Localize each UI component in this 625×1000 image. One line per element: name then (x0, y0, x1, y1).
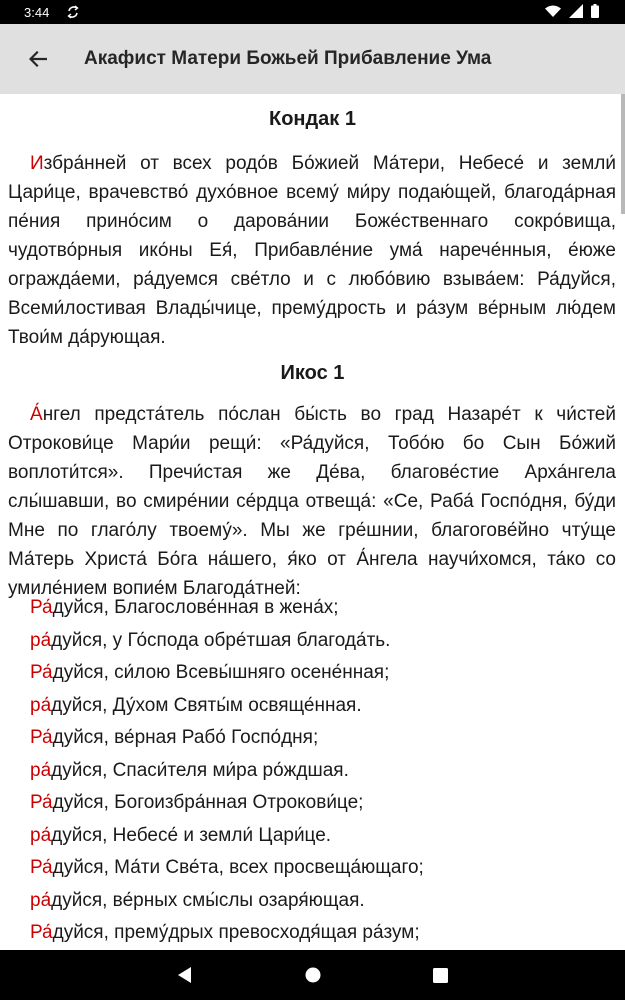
rejoice-line (30, 885, 620, 918)
rejoice-line (30, 592, 620, 625)
app-bar (0, 24, 625, 94)
rejoice-line-text: дуйся, прему́дрых превосходя́щая ра́зум; (52, 922, 420, 943)
kondak-paragraph (8, 149, 616, 352)
rejoice-line-text: дуйся, Спаси́теля ми́ра ро́ждшая. (51, 759, 349, 781)
wifi-icon (545, 5, 561, 20)
rejoice-line (30, 852, 620, 885)
kondak-first-letter: И (30, 153, 44, 174)
rejoice-line-initial: ра́ (30, 694, 52, 716)
rejoice-line-text: дуйся, Ма́ти Све́та, всех просвеща́ющаго; (52, 857, 424, 878)
rejoice-line-text: дуйся, ве́рная Рабо́ Госпо́дня; (52, 727, 319, 748)
rejoice-line-initial: Ра́ (30, 792, 53, 813)
rejoice-line-text: дуйся, у Го́спода обре́тшая благода́ть. (51, 629, 391, 651)
rejoice-line-initial: Ра́ (30, 597, 53, 618)
rejoice-line-initial: Ра́ (30, 857, 53, 878)
rejoice-line-text: дуйся, Небесе́ и земли́ Цари́це. (51, 824, 332, 846)
sync-icon (67, 5, 81, 19)
status-bar (0, 0, 625, 24)
rejoice-line (30, 755, 620, 788)
rejoice-line-initial: Ра́ (30, 727, 53, 748)
rejoice-line-initial: ра́ (30, 629, 52, 651)
nav-back-icon[interactable] (176, 966, 194, 984)
nav-home-icon[interactable] (304, 966, 322, 984)
rejoice-line (30, 917, 620, 950)
rejoice-line-initial: ра́ (30, 759, 52, 781)
rejoice-line-text: дуйся, Благослове́нная в жена́х; (52, 597, 339, 618)
rejoice-line (30, 690, 620, 723)
rejoice-line-text: дуйся, си́лою Всевы́шняго осене́нная; (52, 662, 390, 683)
kondak-text: збра́нней от всех родо́в Бо́жией Ма́тери, Небесе́ и земли́ Цари́це, врачевство́ духо́вное всему́ ми́ру подаю́щей, благода́рная пе́ния прино́сим о дарова́нии Боже́ственнаго сокро́вища, чудотво́рныя ико́ны Ея́, Прибавле́ние ума́ нарече́нныя, е́юже огражда́еми, ра́дуемся све́тло и с любо́вию взыва́ем: Ра́дуйся, Всеми́лостивая Влады́чице, прему́дрость и ра́зум ве́рным лю́дем Твои́м да́рующая. (8, 153, 616, 348)
status-time: 3:44 (24, 4, 50, 20)
nav-recents-icon[interactable] (432, 966, 450, 984)
ikos-text: нгел предста́тель по́слан бы́сть во град Назаре́т к чи́стей Отрокови́це Мари́и рещи́: «Ра́дуйся, Тобо́ю бо Сын Бо́жий воплоти́тся». Пречи́стая же Де́ва, благове́стие Арха́нгела слы́шавши, во смире́нии се́рдца отвеща́: «Се, Раба́ Госпо́дня, бу́ди Мне по глаго́лу твоему́». Мы же гре́шнии, благогове́йно чту́ще Ма́терь Христа́ Бо́га на́шего, я́ко от А́нгела научи́хомся, та́ко со умиле́нием вопие́м Благода́тней: (8, 404, 616, 599)
rejoice-line-text: дуйся, Ду́хом Святы́м освяще́нная. (51, 694, 362, 716)
ikos-first-letter: А́ (30, 404, 43, 425)
navigation-bar (0, 950, 625, 1000)
ikos-heading: Икос 1 (280, 362, 345, 384)
rejoice-line (30, 722, 620, 755)
back-arrow-icon[interactable] (26, 47, 50, 71)
rejoice-line-initial: ра́ (30, 889, 52, 911)
ikos-paragraph (8, 400, 616, 603)
signal-icon (569, 4, 583, 21)
rejoice-line (30, 657, 620, 690)
rejoice-line (30, 787, 620, 820)
rejoice-lines (30, 592, 620, 950)
rejoice-line (30, 625, 620, 658)
rejoice-line-text: дуйся, ве́рных смы́слы озаря́ющая. (51, 889, 365, 911)
akathist-text-view[interactable] (0, 94, 625, 950)
rejoice-line-initial: Ра́ (30, 922, 53, 943)
battery-icon (591, 4, 599, 21)
rejoice-line-text: дуйся, Богоизбра́нная Отрокови́це; (52, 792, 364, 813)
rejoice-line-initial: ра́ (30, 824, 52, 846)
rejoice-line-initial: Ра́ (30, 662, 53, 683)
kondak-heading: Кондак 1 (268, 108, 356, 130)
rejoice-line (30, 820, 620, 853)
page-title: Акафист Матери Божьей Прибавление Ума (84, 48, 492, 69)
